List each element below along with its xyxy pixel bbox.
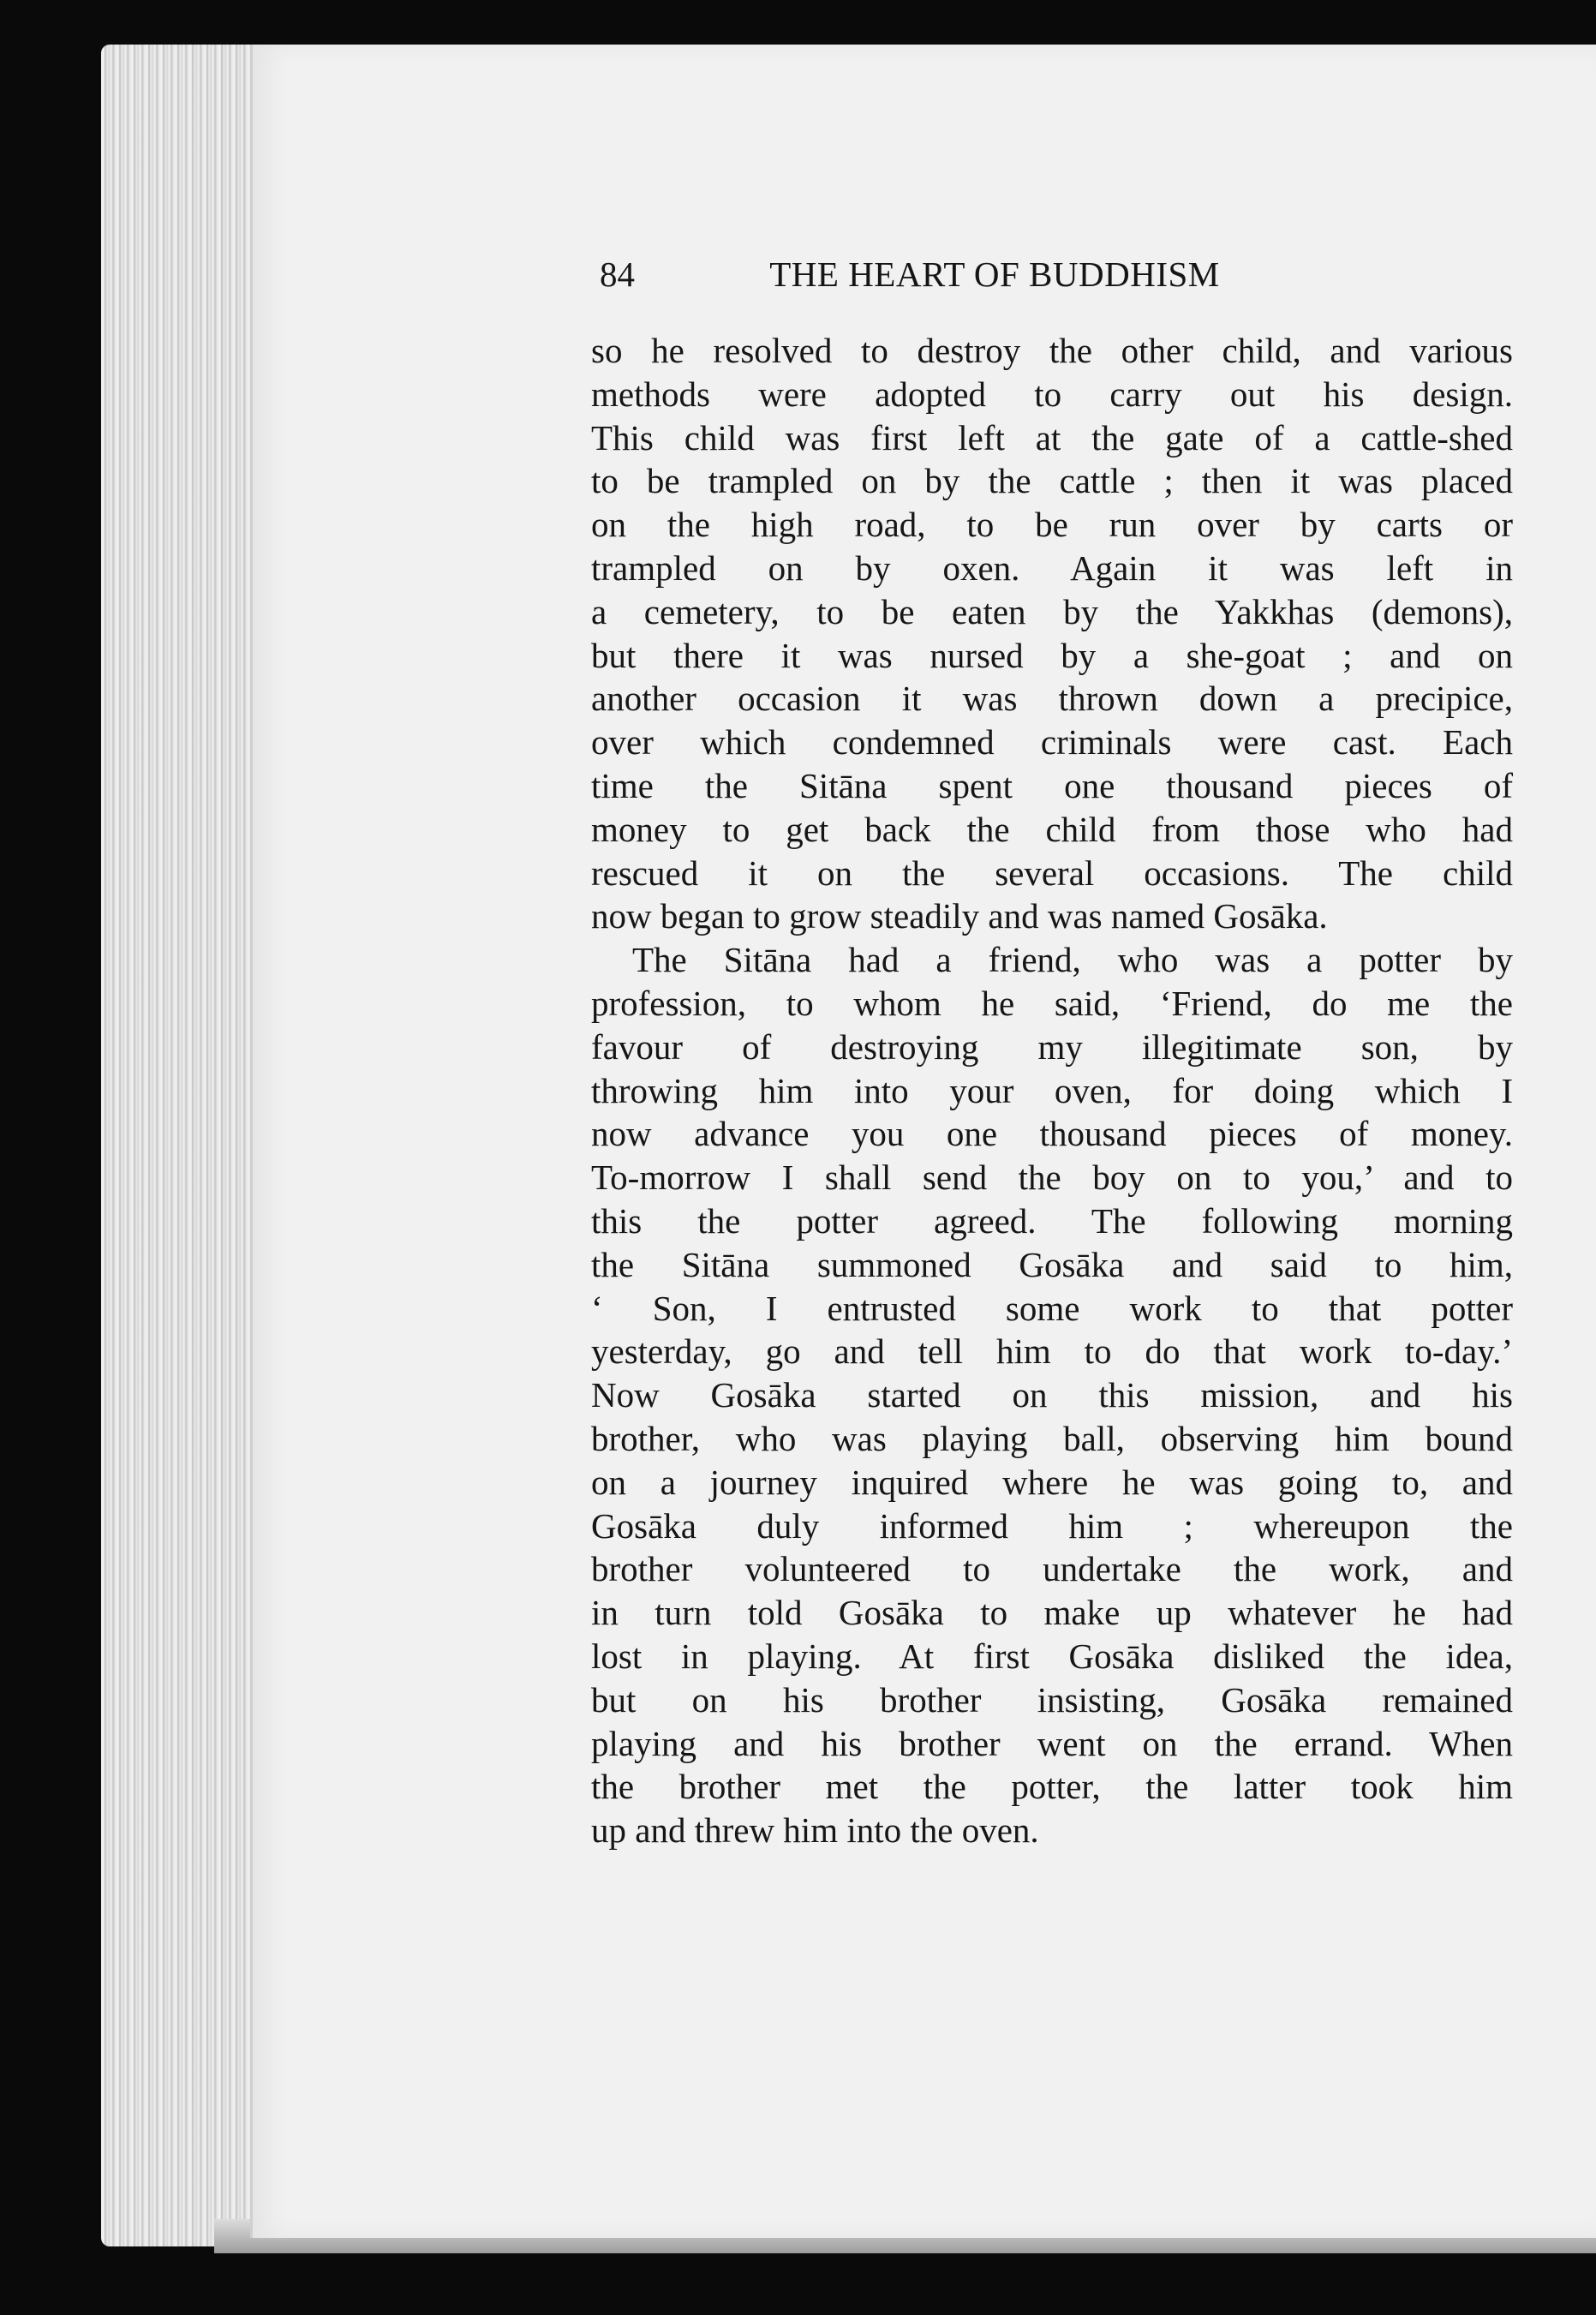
text-line: money to get back the child from those who had	[591, 809, 1513, 849]
text-line: yesterday, go and tell him to do that work to-day.’	[591, 1331, 1513, 1372]
text-line: the brother met the potter, the latter took him	[591, 1767, 1513, 1807]
page-edge-stack	[101, 45, 272, 2246]
text-line: another occasion it was thrown down a precipice,	[591, 679, 1513, 719]
text-line: rescued it on the several occasions. The child	[591, 852, 1513, 893]
text-line: The Sitāna had a friend, who was a potter by	[632, 940, 1513, 980]
text-line: To-morrow I shall send the boy on to you,’ and to	[591, 1158, 1513, 1198]
text-line: time the Sitāna spent one thousand pieces of	[591, 765, 1513, 805]
text-line: a cemetery, to be eaten by the Yakkhas (demons),	[591, 591, 1513, 631]
text-line: so he resolved to destroy the other child, and various	[591, 331, 1513, 370]
text-line: brother volunteered to undertake the work, and	[591, 1549, 1513, 1589]
page-number: 84	[600, 254, 635, 294]
text-line: lost in playing. At first Gosāka disliked the idea,	[591, 1636, 1513, 1676]
text-line: playing and his brother went on the errand. When	[591, 1723, 1513, 1763]
running-title: THE HEART OF BUDDHISM	[769, 254, 1220, 294]
text-line: favour of destroying my illegitimate son, by	[591, 1026, 1513, 1067]
text-line: the Sitāna summoned Gosāka and said to him,	[591, 1244, 1513, 1284]
text-line: Gosāka duly informed him ; whereupon the	[591, 1505, 1513, 1546]
text-line: methods were adopted to carry out his design.	[591, 374, 1513, 414]
text-line: throwing him into your oven, for doing which I	[591, 1070, 1513, 1110]
body-text	[591, 329, 1513, 1852]
text-line: now advance you one thousand pieces of money.	[591, 1114, 1513, 1154]
text-line: to be trampled on by the cattle ; then it was placed	[591, 461, 1513, 501]
text-line: on a journey inquired where he was going to, and	[591, 1462, 1513, 1502]
text-line: up and threw him into the oven.	[591, 1810, 1039, 1851]
text-line: Now Gosāka started on this mission, and his	[591, 1375, 1513, 1415]
text-line: this the potter agreed. The following morning	[591, 1200, 1513, 1241]
text-line: brother, who was playing ball, observing him bound	[591, 1418, 1513, 1458]
text-line: but there it was nursed by a she-goat ; and on	[591, 635, 1513, 675]
text-line: in turn told Gosāka to make up whatever he had	[591, 1593, 1513, 1633]
text-line: ‘ Son, I entrusted some work to that potter	[591, 1288, 1513, 1328]
text-line: This child was first left at the gate of a cattle-shed	[591, 417, 1513, 458]
text-line: but on his brother insisting, Gosāka remained	[591, 1679, 1513, 1720]
text-line: now began to grow steadily and was named Gosāka.	[591, 896, 1328, 936]
text-line: over which condemned criminals were cast. Each	[591, 722, 1513, 763]
text-line: trampled on by oxen. Again it was left in	[591, 547, 1513, 588]
text-line: profession, to whom he said, ‘Friend, do me the	[591, 983, 1513, 1023]
text-line: on the high road, to be run over by carts or	[591, 505, 1513, 545]
running-head	[600, 254, 1456, 295]
